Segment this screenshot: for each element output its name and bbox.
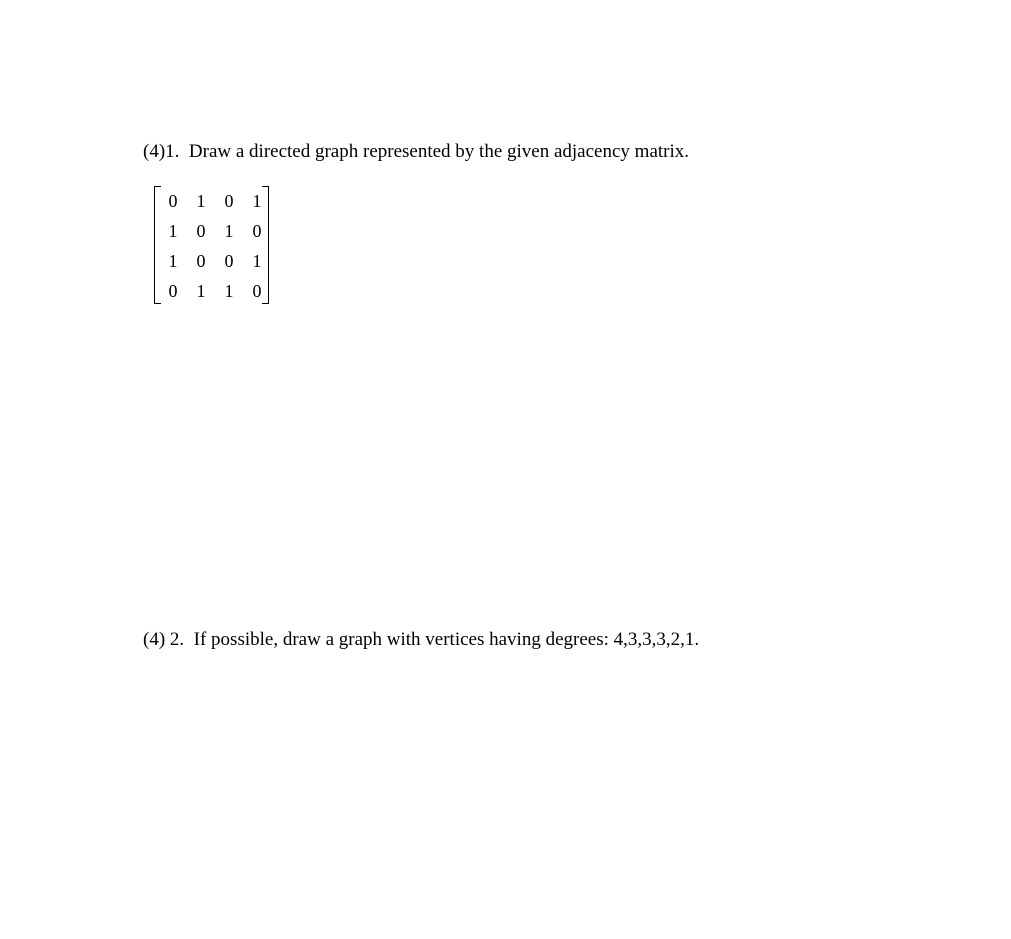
matrix-cell-r1-c3: 0 bbox=[224, 191, 234, 211]
matrix-cell-r1-c1: 0 bbox=[168, 191, 178, 211]
question-2 bbox=[143, 629, 699, 651]
matrix-cell-r3-c1: 1 bbox=[168, 251, 178, 271]
matrix-cell-r2-c3: 1 bbox=[224, 221, 234, 241]
question-1-number: (4)1. bbox=[143, 141, 180, 162]
matrix-cell-r4-c3: 1 bbox=[224, 281, 234, 301]
question-2-number: (4) 2. bbox=[143, 629, 185, 650]
matrix-cell-r3-c2: 0 bbox=[196, 251, 206, 271]
matrix-cell-r4-c4: 0 bbox=[252, 281, 262, 301]
matrix-cell-r2-c4: 0 bbox=[252, 221, 262, 241]
matrix-cell-r4-c2: 1 bbox=[196, 281, 206, 301]
question-2-text: If possible, draw a graph with vertices having degrees: 4,3,3,3,2,1. bbox=[193, 629, 700, 650]
matrix-cell-r3-c3: 0 bbox=[224, 251, 234, 271]
matrix-cell-r3-c4: 1 bbox=[252, 251, 262, 271]
matrix-cell-r2-c2: 0 bbox=[196, 221, 206, 241]
matrix-entries bbox=[159, 188, 265, 308]
matrix-cell-r1-c2: 1 bbox=[196, 191, 206, 211]
matrix-cell-r4-c1: 0 bbox=[168, 281, 178, 301]
question-1-text: Draw a directed graph represented by the given adjacency matrix. bbox=[188, 141, 690, 162]
matrix-cell-r1-c4: 1 bbox=[252, 191, 262, 211]
question-1 bbox=[143, 141, 689, 163]
matrix-cell-r2-c1: 1 bbox=[168, 221, 178, 241]
adjacency-matrix bbox=[154, 186, 269, 303]
